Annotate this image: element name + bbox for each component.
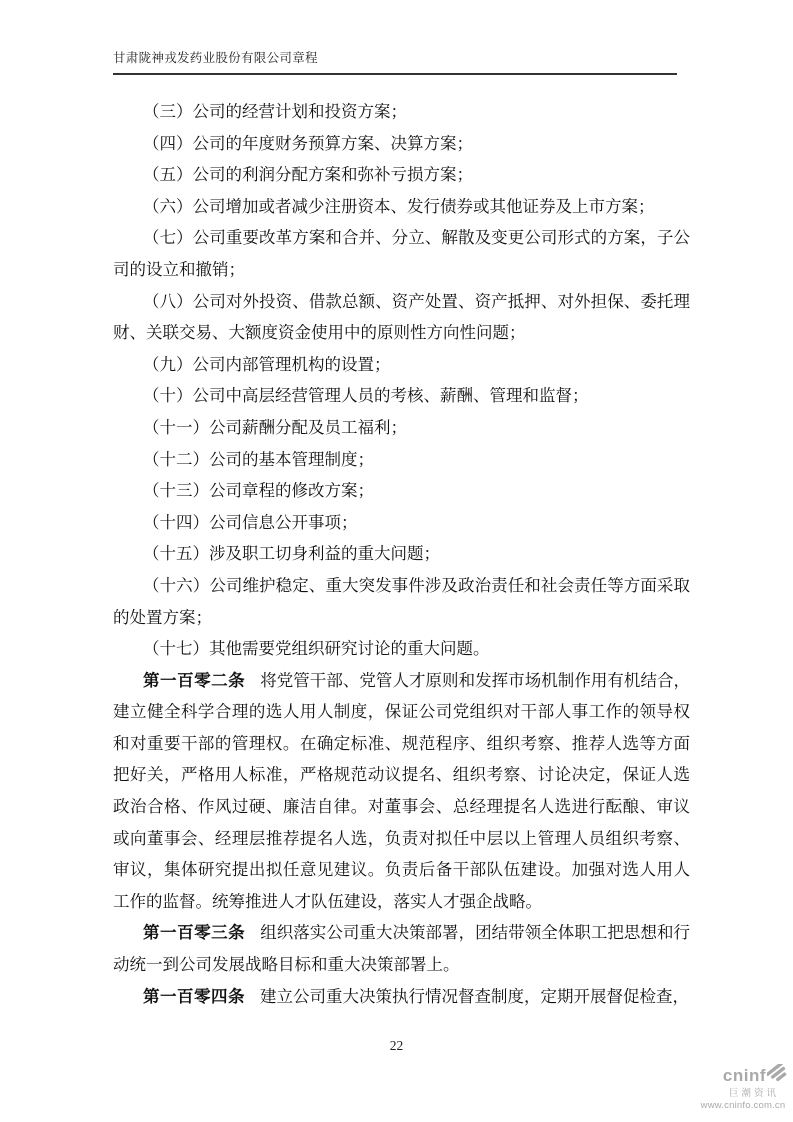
cninfo-brand-text: cninf: [722, 1066, 766, 1085]
list-item-paragraph: （六）公司增加或者减少注册资本、发行债券或其他证券及上市方案；: [143, 196, 655, 216]
list-item-paragraph: （五）公司的利润分配方案和弥补亏损方案；: [143, 165, 473, 185]
cninfo-swirl-icon: [767, 1064, 789, 1087]
article-text: 组织落实公司重大决策部署，团结带领全体职工把思想和行动统一到公司发展战略目标和重大决策部署上。: [113, 923, 691, 975]
list-item-paragraph: （十七）其他需要党组织研究讨论的重大问题。: [143, 639, 490, 659]
header-title: 甘肃陇神戎发药业股份有限公司章程: [113, 51, 318, 65]
list-item-paragraph: （十五）涉及职工切身利益的重大问题；: [143, 544, 440, 564]
list-item-paragraph: （九）公司内部管理机构的设置；: [143, 354, 391, 374]
list-item-paragraph: （四）公司的年度财务预算方案、决算方案；: [143, 133, 473, 153]
cninfo-watermark: [697, 1064, 789, 1110]
article-number: 第一百零三条: [143, 923, 246, 943]
article-paragraph: [113, 981, 690, 1013]
page-header: [113, 48, 677, 75]
list-item-paragraph: （十三）公司章程的修改方案；: [143, 481, 374, 501]
article-text: 将党管干部、党管人才原则和发挥市场机制作用有机结合，建立健全科学合理的选人用人制度，保证公司党组织对干部人事工作的领导权和对重要干部的管理权。在确定标准、规范程序、组织考察、推荐人选等方面把好关，严格用人标准，严格规范动议提名、组织考察、讨论决定，保证人选政治合格、作风过硬、廉洁自律。对董事会、总经理提名人选进行酝酿、审议或向董事会、经理层推荐提名人选，负责对拟任中层以上管理人员组织考察、审议，集体研究提出拟任意见建议。负责后备干部队伍建设。加强对选人用人工作的监督。统筹推进人才队伍建设，落实人才强企战略。: [113, 670, 691, 911]
cninfo-name-cn: 巨潮资讯: [728, 1088, 779, 1099]
article-text: 建立公司重大决策执行情况督查制度，定期开展督促检查，: [260, 986, 689, 1006]
list-item-paragraph: （十六）公司维护稳定、重大突发事件涉及政治责任和社会责任等方面采取的处置方案；: [113, 575, 690, 627]
list-item-paragraph: （八）公司对外投资、借款总额、资产处置、资产抵押、对外担保、委托理财、关联交易、大额度资金使用中的原则性方向性问题；: [113, 291, 690, 343]
cninfo-brand-row: [697, 1064, 789, 1087]
list-item-paragraph: （十二）公司的基本管理制度；: [143, 449, 374, 469]
list-item-paragraph: （十）公司中高层经营管理人员的考核、薪酬、管理和监督；: [143, 386, 589, 406]
page-number: 22: [389, 1038, 404, 1053]
article-number: 第一百零二条: [143, 670, 246, 690]
list-item-paragraph: （七）公司重要改革方案和合并、分立、解散及变更公司形式的方案，子公司的设立和撤销；: [113, 228, 690, 279]
article-paragraph: [113, 917, 690, 980]
list-item-paragraph: （三）公司的经营计划和投资方案；: [143, 102, 407, 121]
document-body: [113, 96, 690, 1012]
article-number: 第一百零四条: [143, 986, 245, 1006]
page-footer: [0, 1038, 793, 1054]
list-item-paragraph: （十一）公司薪酬分配及员工福利；: [143, 417, 407, 437]
cninfo-url: www.cninfo.com.cn: [700, 1099, 786, 1111]
list-item-paragraph: （十四）公司信息公开事项；: [143, 512, 358, 532]
article-paragraph: [113, 665, 690, 918]
